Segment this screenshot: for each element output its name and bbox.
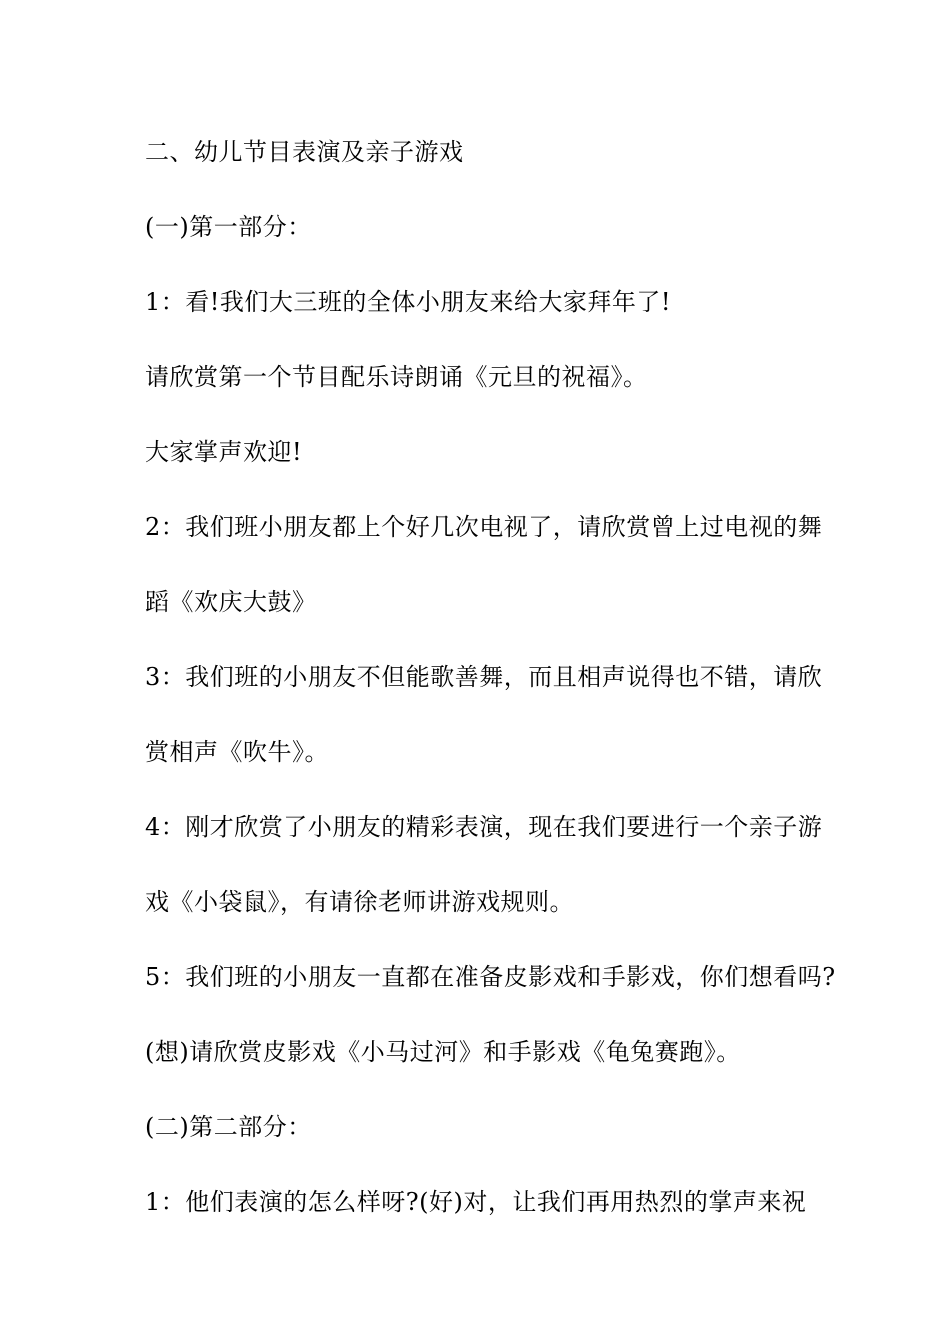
paragraph-line: 2：我们班小朋友都上个好几次电视了，请欣赏曾上过电视的舞: [145, 513, 823, 541]
section-heading: 二、幼儿节目表演及亲子游戏: [145, 138, 464, 166]
paragraph-line: 4：刚才欣赏了小朋友的精彩表演，现在我们要进行一个亲子游: [145, 813, 823, 841]
paragraph-line: 5：我们班的小朋友一直都在准备皮影戏和手影戏，你们想看吗?: [145, 963, 836, 991]
paragraph-line: 大家掌声欢迎!: [145, 438, 303, 466]
subsection-heading: (一)第一部分：: [145, 213, 312, 241]
paragraph-line: 蹈《欢庆大鼓》: [145, 588, 317, 616]
paragraph-line: 1：看!我们大三班的全体小朋友来给大家拜年了!: [145, 288, 672, 316]
subsection-heading: (二)第二部分：: [145, 1113, 312, 1141]
paragraph-line: 1：他们表演的怎么样呀?(好)对，让我们再用热烈的掌声来祝: [145, 1188, 807, 1216]
paragraph-line: 请欣赏第一个节目配乐诗朗诵《元旦的祝福》。: [145, 363, 648, 391]
paragraph-line: (想)请欣赏皮影戏《小马过河》和手影戏《龟兔赛跑》。: [145, 1038, 741, 1066]
paragraph-line: 3：我们班的小朋友不但能歌善舞，而且相声说得也不错，请欣: [145, 663, 823, 691]
paragraph-line: 戏《小袋鼠》，有请徐老师讲游戏规则。: [145, 888, 574, 916]
paragraph-line: 赏相声《吹牛》。: [145, 738, 329, 766]
